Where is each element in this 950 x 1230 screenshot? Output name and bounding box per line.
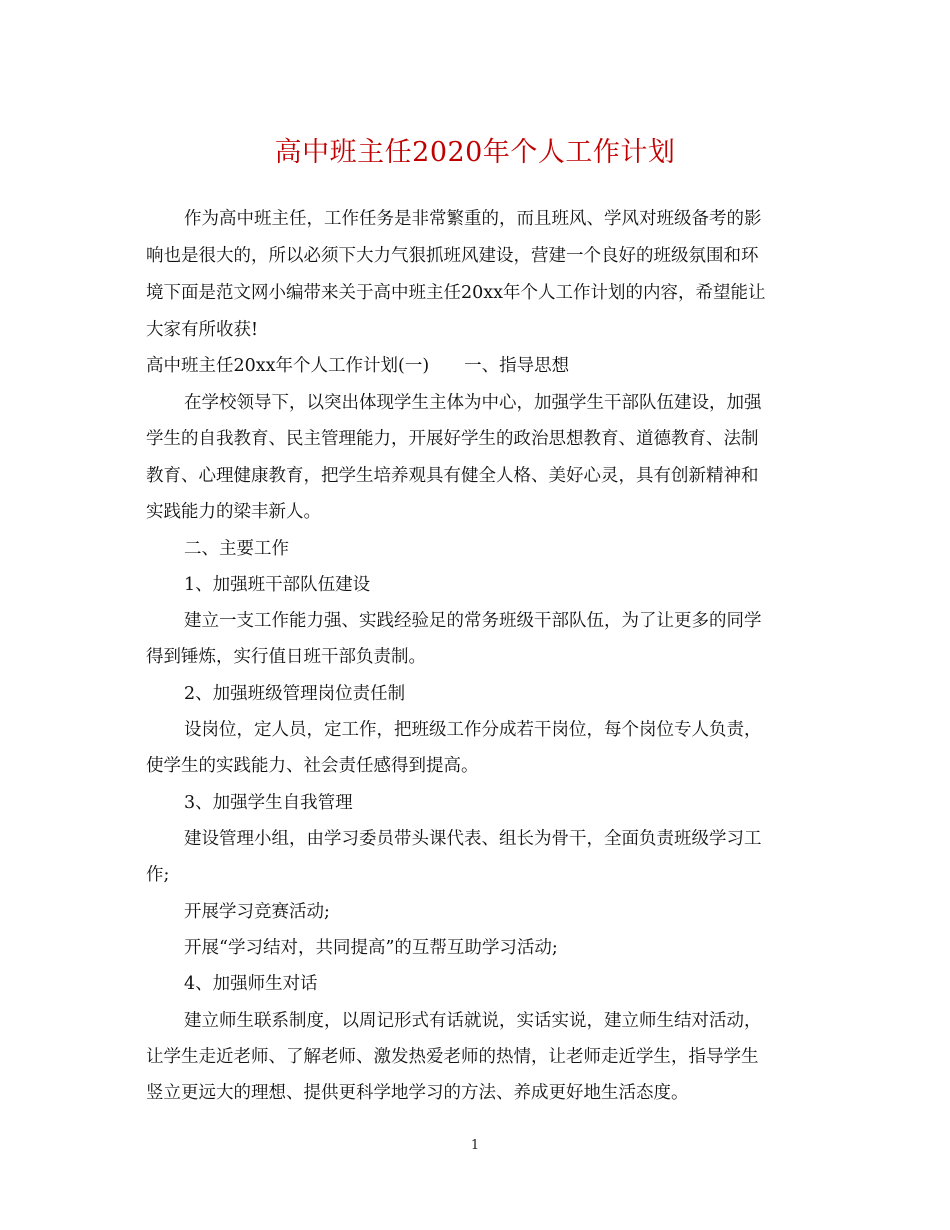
item4-line-1: 建立师生联系制度，以周记形式有话就说，实话实说，建立师生结对活动， xyxy=(184,1011,762,1031)
item4-line-3: 竖立更远大的理想、提供更科学地学习的方法、养成更好地生活态度。 xyxy=(146,1083,689,1103)
plan-heading: 高中班主任20xx年个人工作计划(一) 一、指导思想 xyxy=(146,356,570,376)
intro-line-3: 境下面是范文网小编带来关于高中班主任20xx年个人工作计划的内容，希望能让 xyxy=(146,283,766,303)
item3-line-1: 建设管理小组，由学习委员带头课代表、组长为骨干，全面负责班级学习工 xyxy=(184,829,762,849)
guiding-line-4: 实践能力的梁丰新人。 xyxy=(146,502,321,522)
item3-title: 3、加强学生自我管理 xyxy=(184,793,353,813)
item3-extra-1: 开展学习竞赛活动; xyxy=(184,902,330,922)
guiding-line-2: 学生的自我教育、民主管理能力，开展好学生的政治思想教育、道德教育、法制 xyxy=(146,429,759,449)
page-title: 高中班主任2020年个人工作计划 xyxy=(274,137,676,168)
page-number: 1 xyxy=(470,1138,480,1153)
item1-line-2: 得到锤炼，实行值日班干部负责制。 xyxy=(146,647,426,667)
section-main-work: 二、主要工作 xyxy=(184,539,289,559)
intro-line-4: 大家有所收获! xyxy=(146,320,259,340)
intro-line-2: 响也是很大的，所以必须下大力气狠抓班风建设，营建一个良好的班级氛围和环 xyxy=(146,246,759,266)
item2-title: 2、加强班级管理岗位责任制 xyxy=(184,684,406,704)
guiding-line-3: 教育、心理健康教育，把学生培养观具有健全人格、美好心灵，具有创新精神和 xyxy=(146,466,759,486)
item4-title: 4、加强师生对话 xyxy=(184,974,318,994)
item3-line-2: 作; xyxy=(146,865,170,885)
item1-title: 1、加强班干部队伍建设 xyxy=(184,575,371,595)
item2-line-1: 设岗位，定人员，定工作，把班级工作分成若干岗位，每个岗位专人负责， xyxy=(184,720,762,740)
item2-line-2: 使学生的实践能力、社会责任感得到提高。 xyxy=(146,756,479,776)
item1-line-1: 建立一支工作能力强、实践经验足的常务班级干部队伍，为了让更多的同学 xyxy=(184,611,762,631)
intro-line-1: 作为高中班主任，工作任务是非常繁重的，而且班风、学风对班级备考的影 xyxy=(184,209,762,229)
item3-extra-2: 开展“学习结对，共同提高”的互帮互助学习活动; xyxy=(184,938,558,958)
item4-line-2: 让学生走近老师、了解老师、激发热爱老师的热情，让老师走近学生，指导学生 xyxy=(146,1047,759,1067)
guiding-line-1: 在学校领导下，以突出体现学生主体为中心，加强学生干部队伍建设，加强 xyxy=(184,393,762,413)
